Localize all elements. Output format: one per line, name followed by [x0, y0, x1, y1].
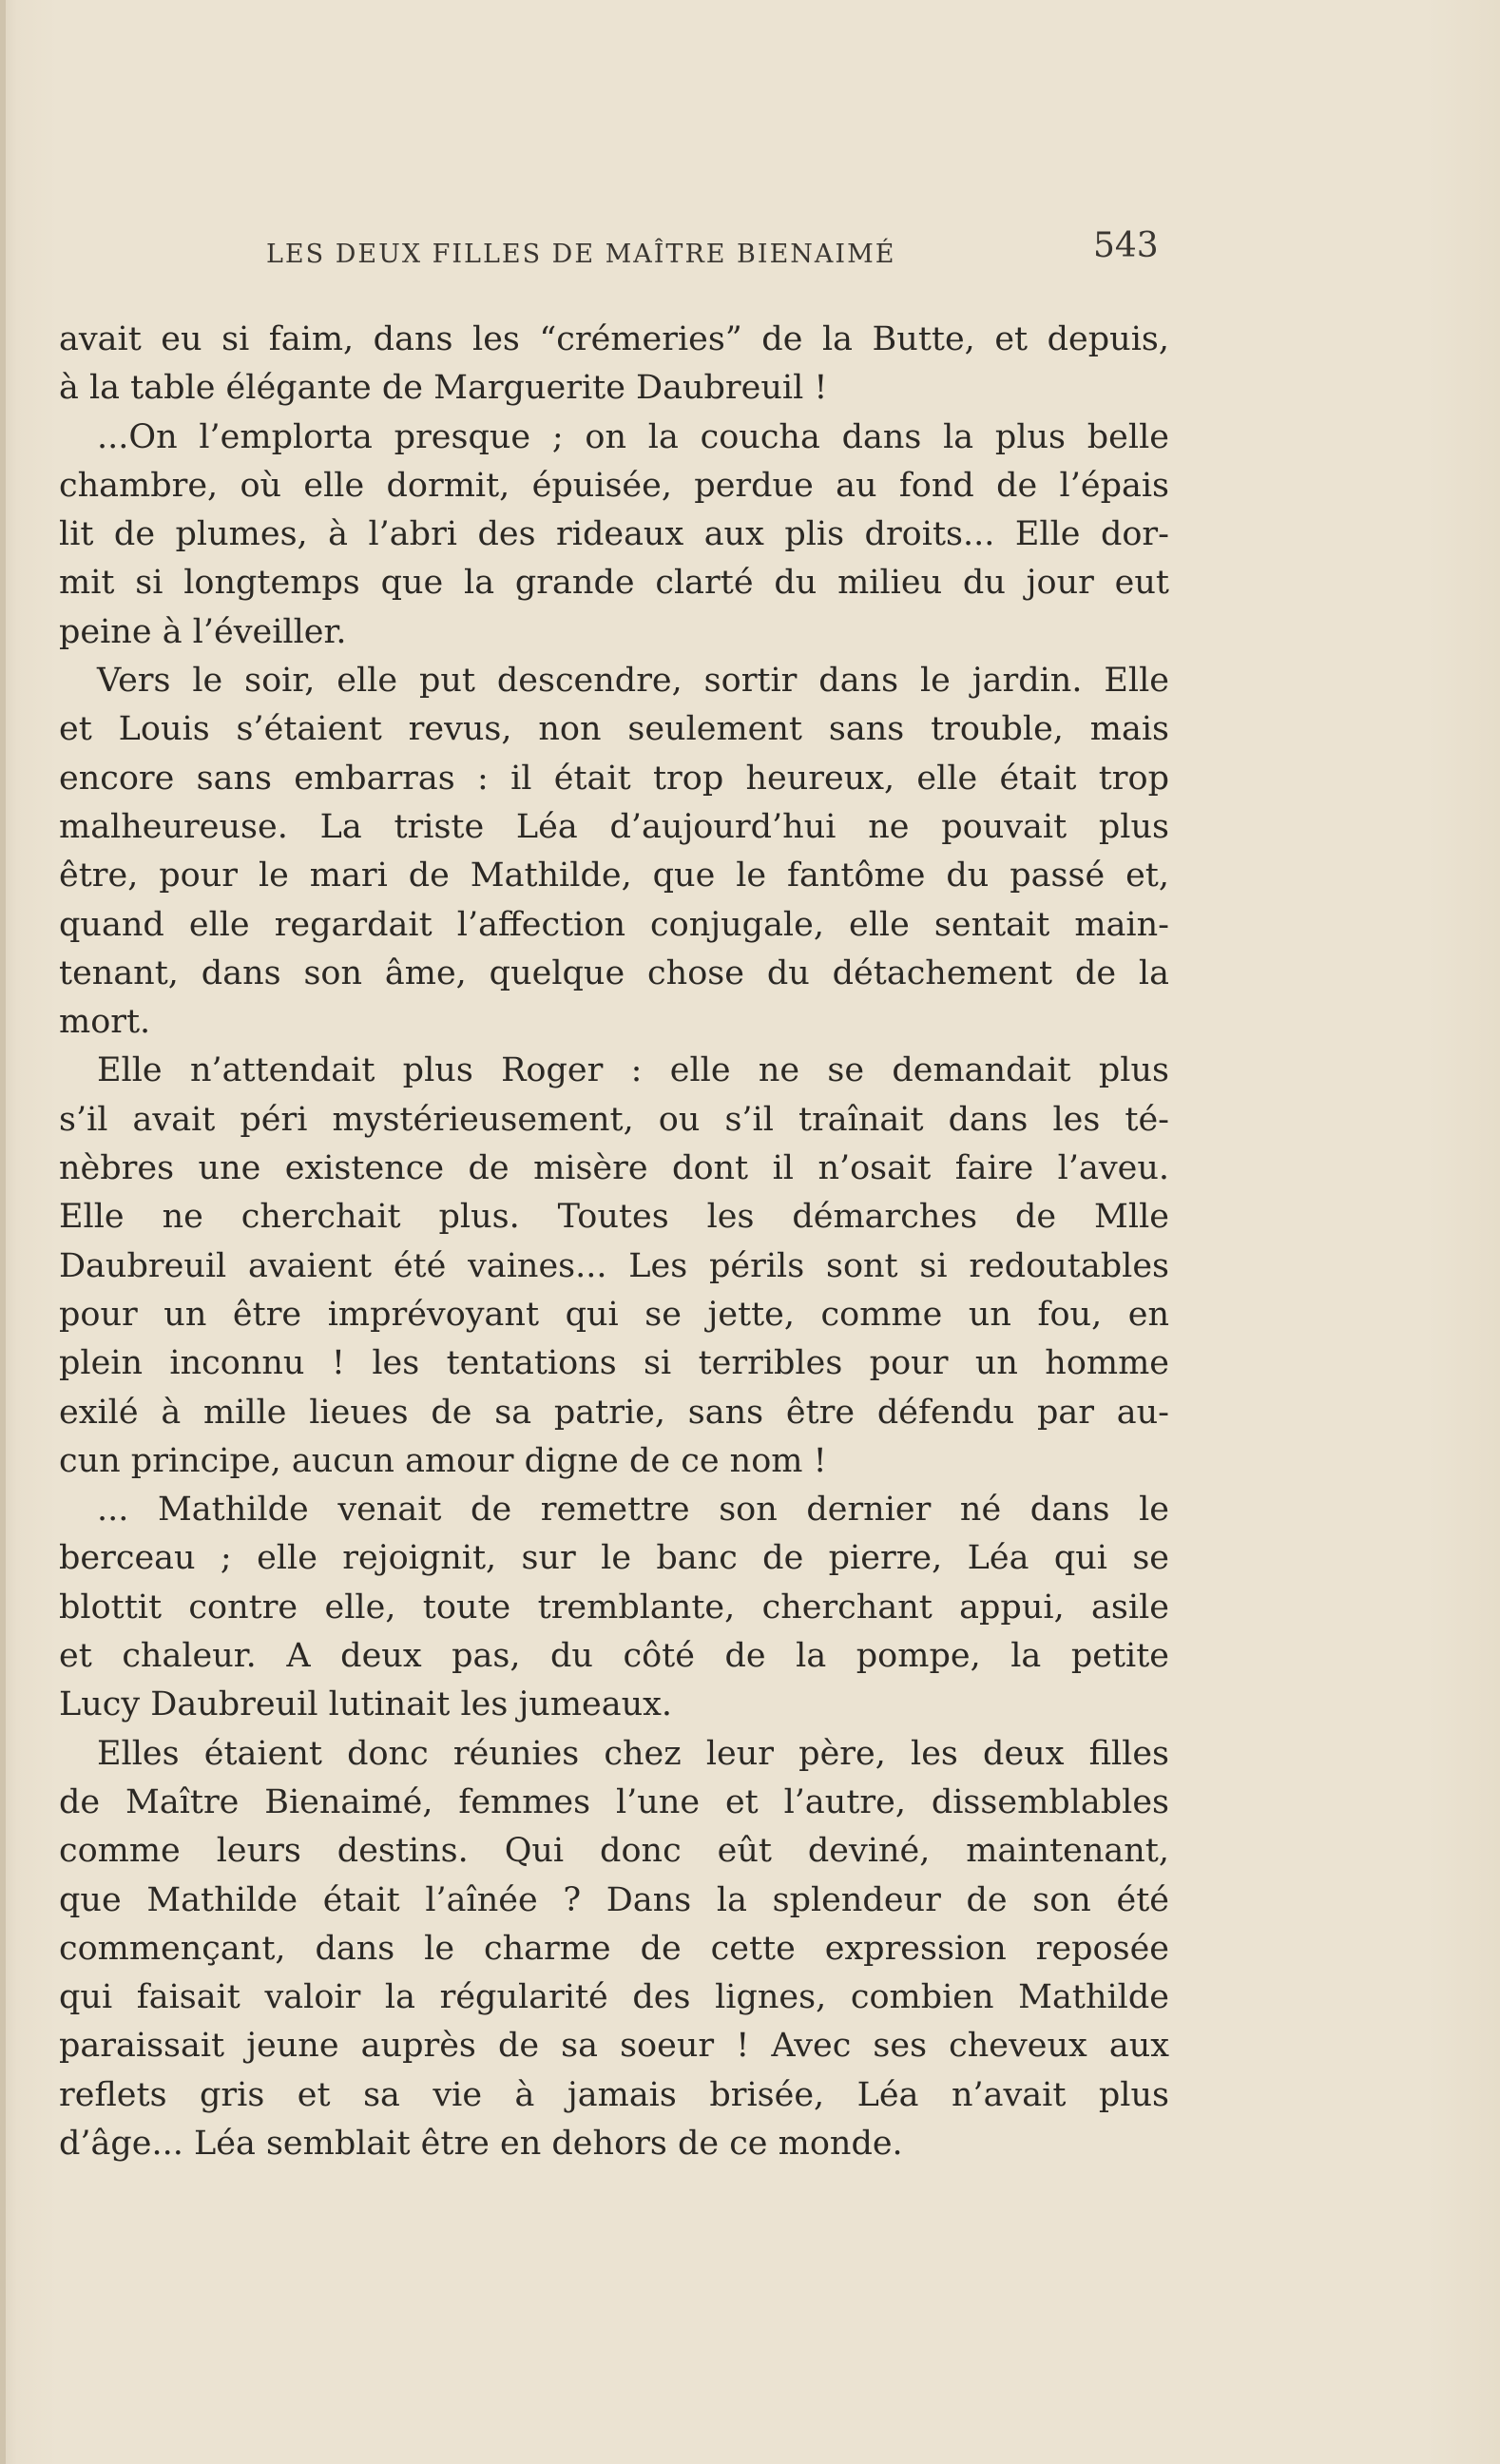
text-line: ...On l’emplorta presque ; on la coucha dans la plus belle [97, 417, 1169, 456]
text-line: reflets gris et sa vie à jamais brisée, Léa n’avait plus [59, 2075, 1169, 2114]
text-line: malheureuse. La triste Léa d’aujourd’hui ne pouvait plus [59, 807, 1169, 846]
text-line: mort. [59, 1003, 151, 1042]
text-line: s’il avait péri mystérieusement, ou s’il traînait dans les té- [59, 1100, 1169, 1139]
text-line: et chaleur. A deux pas, du côté de la pompe, la petite [59, 1637, 1169, 1676]
running-head: LES DEUX FILLES DE MAÎTRE BIENAIMÉ [266, 240, 896, 269]
text-line: berceau ; elle rejoignit, sur le banc de pierre, Léa qui se [59, 1539, 1169, 1578]
text-line: à la table élégante de Marguerite Daubreuil ! [59, 369, 828, 408]
text-line: cun principe, aucun amour digne de ce nom ! [59, 1441, 827, 1480]
text-line: mit si longtemps que la grande clarté du milieu du jour eut [59, 564, 1169, 603]
text-line: Elles étaient donc réunies chez leur père, les deux filles [97, 1734, 1169, 1773]
text-line: comme leurs destins. Qui donc eût deviné, maintenant, [59, 1832, 1169, 1871]
page-binding-edge [0, 0, 6, 2464]
text-line: lit de plumes, à l’abri des rideaux aux plis droits... Elle dor- [59, 515, 1169, 554]
page-number: 543 [1093, 226, 1159, 265]
text-line: commençant, dans le charme de cette expression reposée [59, 1929, 1169, 1968]
text-line: peine à l’éveiller. [59, 612, 347, 651]
text-line: de Maître Bienaimé, femmes l’une et l’autre, dissemblables [59, 1782, 1169, 1821]
text-line: quand elle regardait l’affection conjugale, elle sentait main- [59, 905, 1169, 944]
text-line: ... Mathilde venait de remettre son dernier né dans le [97, 1491, 1169, 1530]
text-line: pour un être imprévoyant qui se jette, comme un fou, en [59, 1295, 1169, 1334]
text-line: Daubreuil avaient été vaines... Les périls sont si redoutables [59, 1246, 1169, 1285]
text-line: avait eu si faim, dans les “crémeries” de la Butte, et depuis, [59, 320, 1169, 358]
text-line: encore sans embarras : il était trop heureux, elle était trop [59, 759, 1169, 798]
text-line: chambre, où elle dormit, épuisée, perdue au fond de l’épais [59, 466, 1169, 505]
text-line: d’âge... Léa semblait être en dehors de ce monde. [59, 2124, 903, 2163]
text-line: être, pour le mari de Mathilde, que le fantôme du passé et, [59, 857, 1169, 895]
body-text [59, 316, 1169, 2168]
text-line: Lucy Daubreuil lutinait les jumeaux. [59, 1685, 673, 1724]
text-line: Elle ne cherchait plus. Toutes les démarches de Mlle [59, 1198, 1169, 1237]
text-line: exilé à mille lieues de sa patrie, sans être défendu par au- [59, 1393, 1169, 1432]
text-line: que Mathilde était l’aînée ? Dans la splendeur de son été [59, 1880, 1169, 1919]
text-line: qui faisait valoir la régularité des lignes, combien Mathilde [59, 1978, 1169, 2017]
text-line: nèbres une existence de misère dont il n’osait faire l’aveu. [59, 1149, 1169, 1188]
text-line: tenant, dans son âme, quelque chose du détachement de la [59, 953, 1169, 992]
text-line: blottit contre elle, toute tremblante, cherchant appui, asile [59, 1588, 1169, 1627]
text-line: Elle n’attendait plus Roger : elle ne se demandait plus [97, 1051, 1169, 1090]
text-line: plein inconnu ! les tentations si terribles pour un homme [59, 1344, 1169, 1383]
text-line: paraissait jeune auprès de sa soeur ! Avec ses cheveux aux [59, 2027, 1169, 2066]
text-line: Vers le soir, elle put descendre, sortir dans le jardin. Elle [97, 662, 1169, 701]
text-line: et Louis s’étaient revus, non seulement sans trouble, mais [59, 710, 1169, 749]
